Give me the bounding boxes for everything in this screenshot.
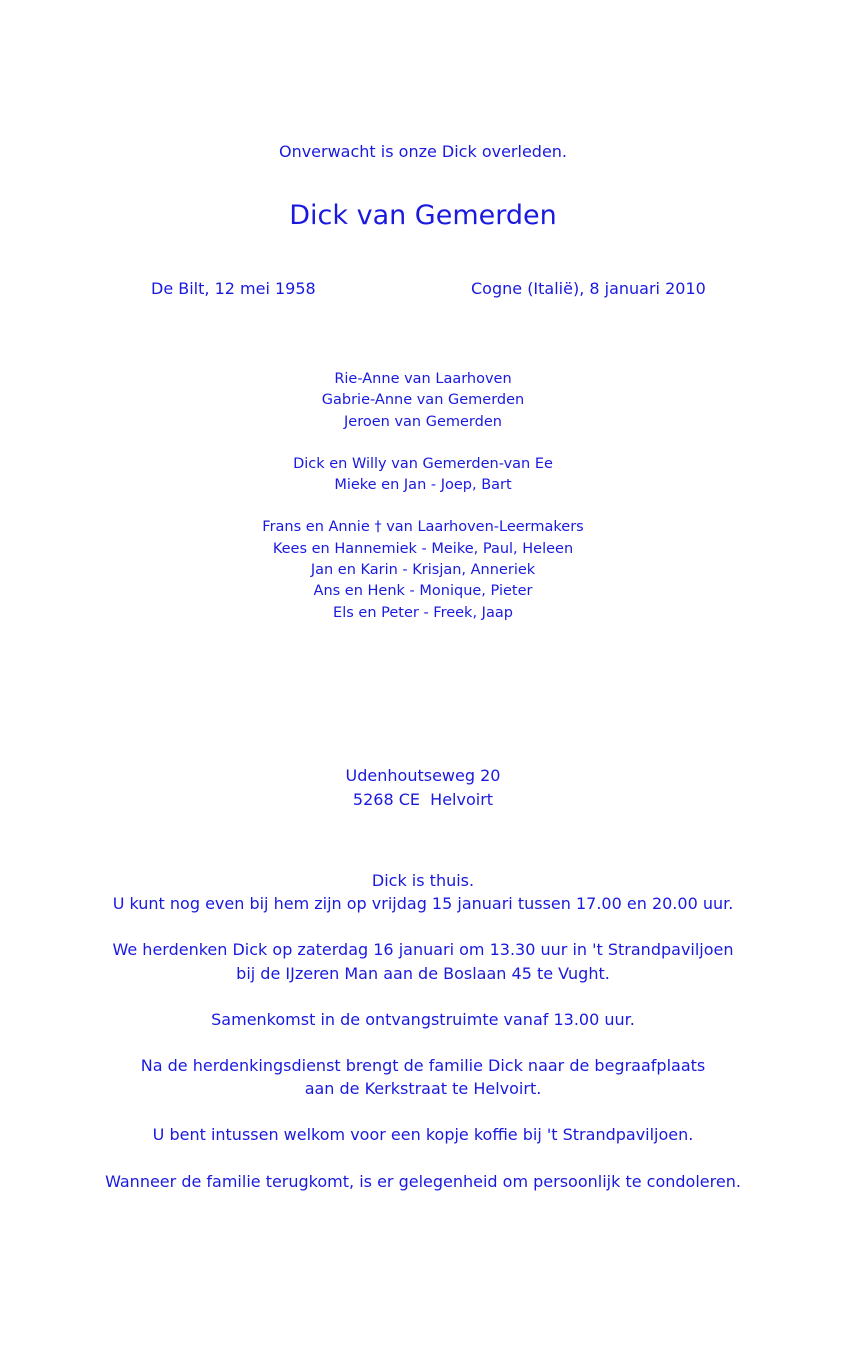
notice-line: U bent intussen welkom voor een kopje koffie bij 't Strandpaviljoen. [152,1125,694,1145]
notice-paragraph [0,1008,846,1031]
notice-paragraph [0,1054,846,1100]
correspondence-address [0,764,846,812]
family-line: Frans en Annie † van Laarhoven-Leermakers [262,519,584,536]
family-line: Kees en Hannemiek - Meike, Paul, Heleen [272,540,574,557]
notice-paragraph [0,1123,846,1146]
notice-paragraph [0,1170,846,1193]
notice-line: Na de herdenkingsdienst brengt de familie Dick naar de begraafplaats [140,1055,706,1075]
notice-line: Samenkomst in de ontvangstruimte vanaf 13.00 uur. [211,1009,635,1029]
notice-line: Dick is thuis. [371,871,475,890]
notice-line: We herdenken Dick op zaterdag 16 januari om 13.30 uur in 't Strandpaviljoen [112,940,734,960]
family-group-in-laws [0,517,846,623]
notice-paragraph [0,869,846,915]
address-street: Udenhoutseweg 20 [345,766,501,785]
birth-place-date: De Bilt, 12 mei 1958 [151,279,316,298]
family-group-spouse-children [0,369,846,433]
family-line: Jan en Karin - Krisjan, Anneriek [310,562,536,579]
family-group-parents-siblings [0,454,846,497]
notice-line: aan de Kerkstraat te Helvoirt. [304,1079,542,1099]
notice-line: U kunt nog even bij hem zijn op vrijdag 15 januari tussen 17.00 en 20.00 uur. [112,894,734,914]
death-place-date: Cogne (Italië), 8 januari 2010 [471,279,706,298]
family-line: Dick en Willy van Gemerden-van Ee [293,455,553,472]
family-line: Ans en Henk - Monique, Pieter [313,583,533,600]
notice-line: Wanneer de familie terugkomt, is er gelegenheid om persoonlijk te condoleren. [105,1171,741,1191]
family-line: Gabrie-Anne van Gemerden [321,392,525,409]
family-list [0,369,846,645]
family-line: Jeroen van Gemerden [344,413,502,430]
address-city: 5268 CE Helvoirt [352,790,494,809]
family-line: Els en Peter - Freek, Jaap [333,604,513,621]
family-line: Mieke en Jan - Joep, Bart [334,477,512,494]
notice-line: bij de IJzeren Man aan de Boslaan 45 te Vught. [236,963,610,983]
family-line: Rie-Anne van Laarhoven [334,371,512,387]
notice-paragraph [0,938,846,984]
deceased-name: Dick van Gemerden [289,200,557,231]
ceremony-notice [0,869,846,1216]
intro-line: Onverwacht is onze Dick overleden. [278,142,568,161]
